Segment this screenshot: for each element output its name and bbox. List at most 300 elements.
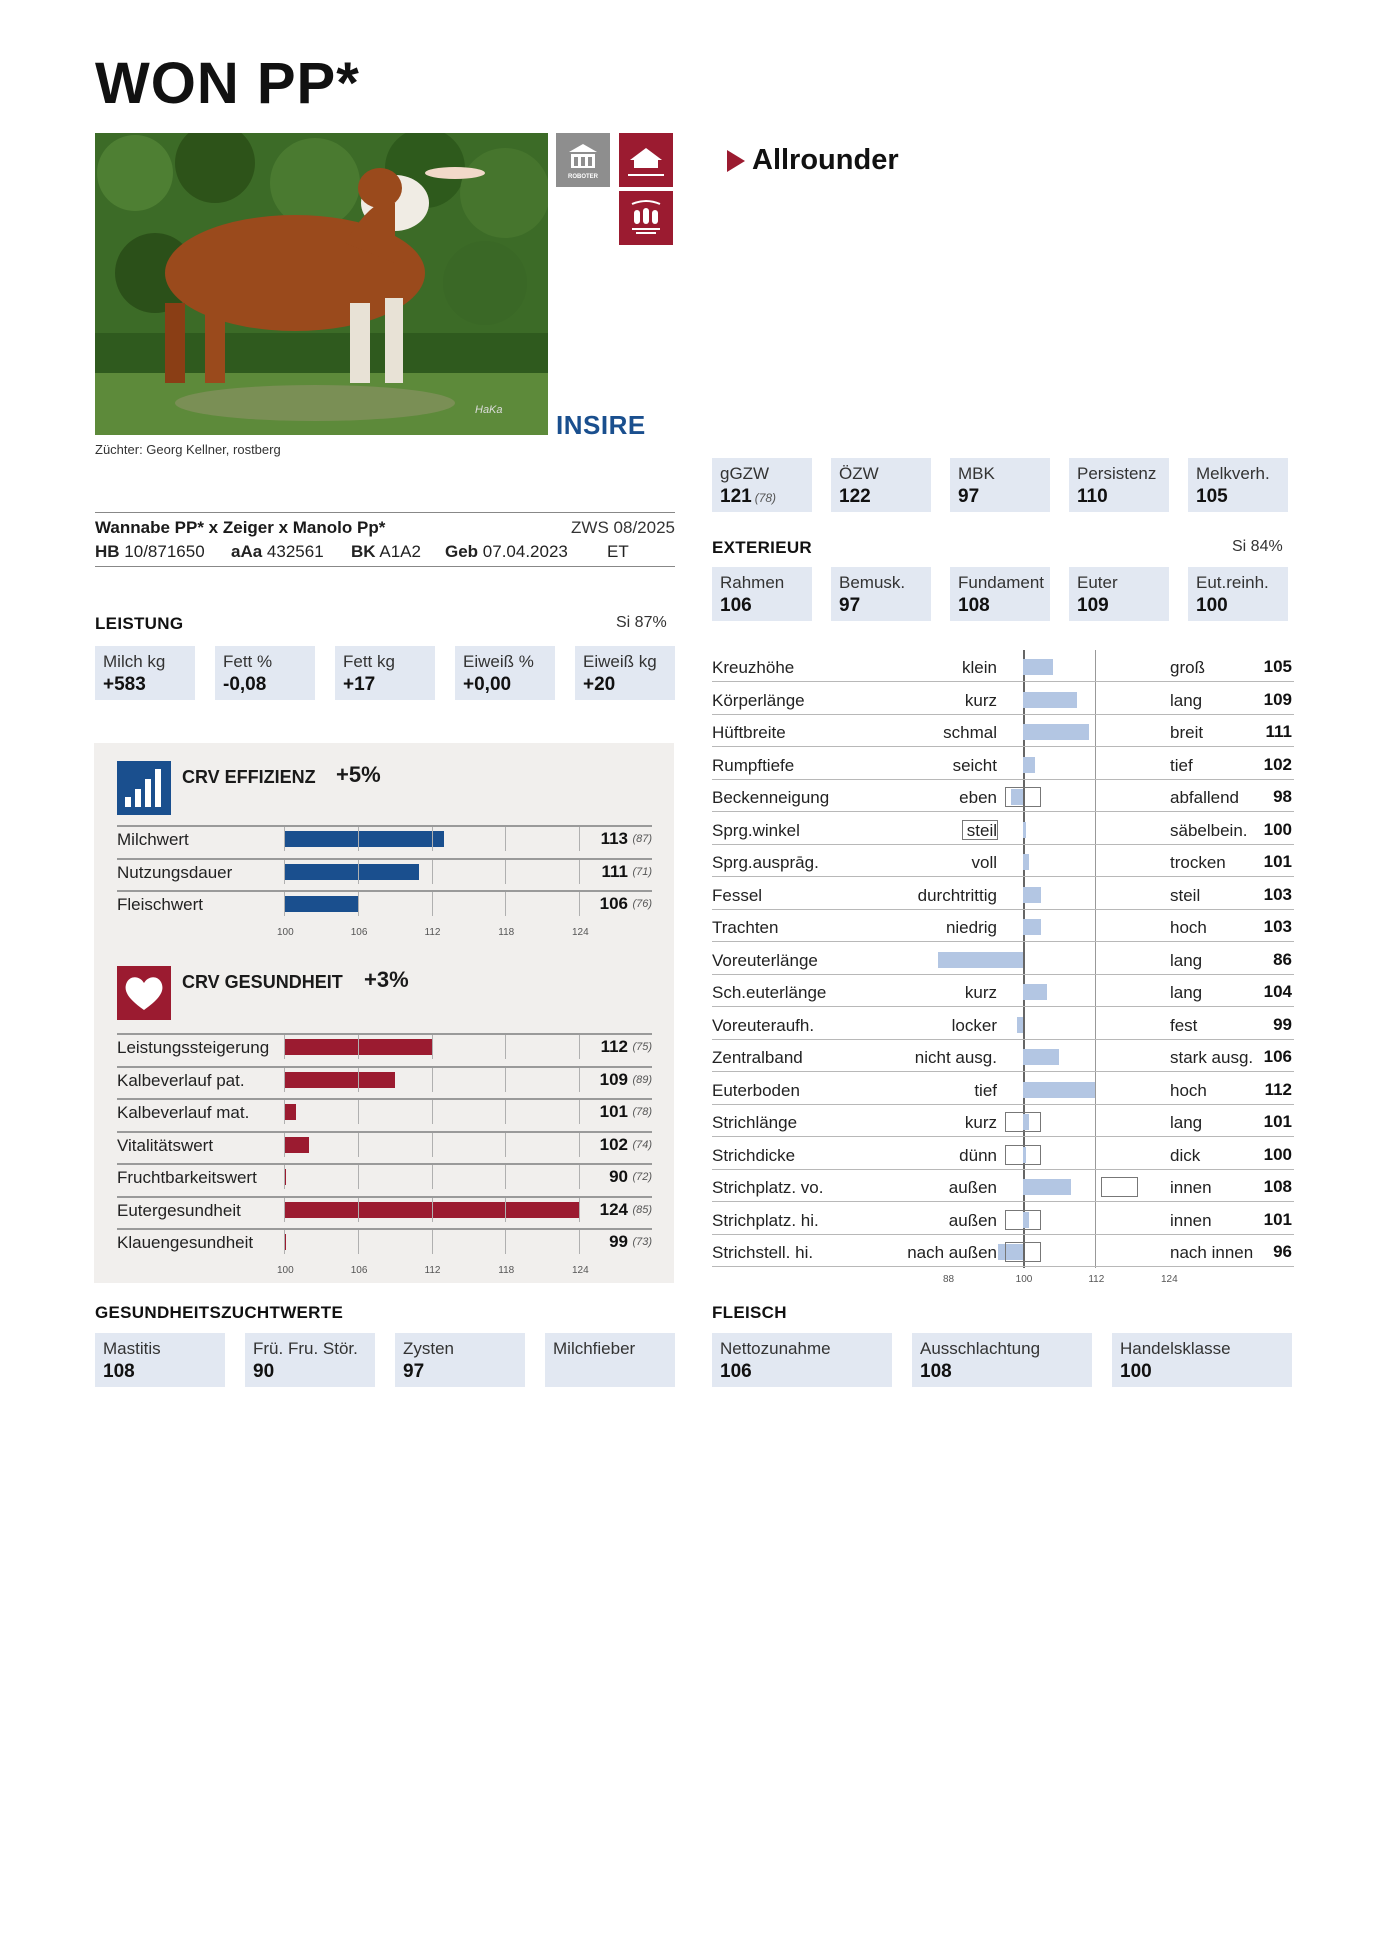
- scale-label: 124: [572, 1264, 589, 1276]
- trait-value: 99: [609, 1232, 628, 1251]
- value-box: [950, 567, 1050, 621]
- grid-line: [432, 1230, 433, 1254]
- value-box: [215, 646, 315, 700]
- exterieur-si: Si 84%: [1232, 538, 1283, 555]
- value-box: [712, 458, 812, 512]
- exterieur-low-label: kurz: [964, 1113, 997, 1132]
- value-box-number: 90: [253, 1361, 275, 1382]
- aaa-label: aAa: [231, 542, 263, 561]
- grid-line: [284, 1230, 285, 1254]
- value-box-number: 121: [720, 486, 752, 507]
- exterieur-low-label: nicht ausg.: [914, 1048, 997, 1067]
- bull-photo: [95, 133, 548, 435]
- stall-icon: [619, 133, 673, 187]
- trait-name: Vitalitätswert: [117, 1135, 214, 1155]
- trait-reliability: (71): [632, 865, 652, 878]
- value-box-number: 106: [720, 595, 752, 616]
- grid-line: [579, 1198, 580, 1222]
- grid-line: [358, 1035, 359, 1059]
- exterieur-high-label: lang: [1170, 1113, 1203, 1132]
- value-box: [1069, 567, 1169, 621]
- trait-row: [117, 1163, 652, 1189]
- trait-bar: [284, 831, 444, 847]
- value-box: [245, 1333, 375, 1387]
- bk-label: BK: [351, 542, 376, 561]
- scale-label: 112: [424, 926, 441, 938]
- grid-line: [284, 1165, 285, 1189]
- exterieur-bar: [1023, 919, 1041, 935]
- exterieur-trait-name: Sprg.ausprāg.: [712, 853, 819, 872]
- grid-line: [284, 1100, 285, 1124]
- trait-value: 113: [600, 829, 628, 848]
- trait-name: Fleischwert: [117, 895, 203, 914]
- exterieur-value: 100: [1263, 1144, 1292, 1164]
- mother-range-box: [962, 820, 998, 840]
- exterieur-value: 102: [1263, 754, 1292, 774]
- trait-row: [117, 1066, 652, 1092]
- exterieur-value: 109: [1263, 689, 1292, 709]
- value-box-label: MBK: [958, 464, 995, 483]
- play-triangle-icon: [727, 150, 745, 172]
- grid-line: [358, 860, 359, 884]
- value-box-value: [1196, 595, 1280, 617]
- exterieur-value: 103: [1263, 884, 1292, 904]
- pedigree-line: Wannabe PP* x Zeiger x Manolo Pp*: [95, 518, 386, 537]
- grid-line: [579, 1230, 580, 1254]
- exterieur-row: [712, 910, 1294, 942]
- exterieur-row: [712, 1105, 1294, 1137]
- mother-range-box: [1005, 787, 1041, 807]
- exterieur-trait-name: Sprg.winkel: [712, 820, 800, 840]
- leistung-title: LEISTUNG: [95, 614, 184, 633]
- grid-line: [432, 860, 433, 884]
- divider: [95, 566, 675, 567]
- grid-line: [505, 827, 506, 851]
- exterieur-row: [712, 715, 1294, 747]
- grid-line: [358, 1230, 359, 1254]
- exterieur-bar: [1023, 659, 1053, 675]
- exterieur-trait-name: Euterboden: [712, 1080, 800, 1100]
- exterieur-high-label: hoch: [1170, 918, 1207, 937]
- gesundheit-title: CRV GESUNDHEIT: [182, 972, 343, 992]
- grid-line: [432, 1198, 433, 1222]
- roboter-label: ROBOTER: [568, 174, 598, 180]
- value-box-label: Rahmen: [720, 573, 785, 592]
- exterieur-row: [712, 780, 1294, 812]
- zws-date: ZWS 08/2025: [571, 518, 675, 537]
- exterieur-trait-name: Strichplatz. vo.: [712, 1178, 824, 1197]
- exterieur-high-label: lang: [1170, 690, 1203, 710]
- value-box-value: [103, 674, 187, 696]
- effizienz-icon: [117, 761, 171, 815]
- exterieur-high-label: dick: [1170, 1145, 1201, 1165]
- exterieur-row: [712, 1235, 1294, 1267]
- exterieur-trait-name: Voreuteraufh.: [712, 1015, 815, 1035]
- grid-line: [505, 1165, 506, 1189]
- grid-line: [358, 1165, 359, 1189]
- exterieur-high-label: innen: [1170, 1178, 1212, 1197]
- exterieur-high-label: tief: [1170, 755, 1193, 775]
- value-box-number: +583: [103, 674, 146, 695]
- trait-name: Kalbeverlauf pat.: [117, 1070, 245, 1090]
- grid-line: [284, 1198, 285, 1222]
- grid-line: [579, 1133, 580, 1157]
- grid-line: [505, 1100, 506, 1124]
- gesundheit-score: +3%: [364, 967, 409, 992]
- value-box-number: 97: [403, 1361, 425, 1382]
- grid-line: [432, 1165, 433, 1189]
- scale-label: 124: [572, 926, 589, 938]
- value-box-number: 108: [103, 1361, 135, 1382]
- exterieur-value: 108: [1263, 1177, 1292, 1196]
- trait-row: [117, 1131, 652, 1157]
- exterieur-low-label: steil: [966, 820, 997, 840]
- exterieur-trait-name: Kreuzhöhe: [712, 658, 795, 677]
- exterieur-trait-name: Strichstell. hi.: [712, 1243, 814, 1262]
- value-box-number: 106: [720, 1361, 752, 1382]
- value-box: [1188, 567, 1288, 621]
- value-box-value: [253, 1361, 367, 1383]
- value-box-number: 100: [1196, 595, 1228, 616]
- value-box-label: Eut.reinh.: [1196, 573, 1269, 592]
- grid-line: [579, 827, 580, 851]
- exterieur-bar: [1023, 887, 1041, 903]
- value-box-value: [839, 486, 923, 508]
- trait-name: Milchwert: [117, 830, 189, 849]
- et-label: ET: [607, 542, 629, 561]
- divider: [95, 512, 675, 513]
- leistung-si: Si 87%: [616, 614, 667, 631]
- trait-row: [117, 1098, 652, 1124]
- fleisch-title: FLEISCH: [712, 1303, 787, 1322]
- trait-bar: [284, 1137, 309, 1153]
- exterieur-row: [712, 1138, 1294, 1170]
- trait-row: [117, 825, 652, 851]
- value-box-value: [403, 1361, 517, 1383]
- grid-line: [579, 860, 580, 884]
- scale-label: 100: [277, 926, 294, 938]
- hb-value: 10/871650: [124, 542, 205, 561]
- scale-label: 100: [277, 1264, 294, 1276]
- grid-line: [505, 1230, 506, 1254]
- value-box: [95, 1333, 225, 1387]
- exterieur-title: EXTERIEUR: [712, 538, 812, 557]
- trait-reliability: (78): [632, 1106, 652, 1118]
- scale-label: 112: [424, 1264, 441, 1276]
- value-box-number: 105: [1196, 486, 1228, 507]
- grid-line: [358, 1198, 359, 1222]
- value-box: [1188, 458, 1288, 512]
- grid-line: [358, 892, 359, 916]
- grid-line: [505, 860, 506, 884]
- trait-name: Nutzungsdauer: [117, 862, 233, 882]
- aaa-value: 432561: [266, 542, 324, 561]
- geb-label: Geb: [445, 542, 479, 561]
- hb-label: HB: [95, 542, 120, 561]
- exterieur-bar: [1023, 692, 1078, 708]
- grid-line: [432, 1133, 433, 1157]
- trait-row: [117, 1196, 652, 1222]
- trait-value: 90: [609, 1167, 628, 1186]
- exterieur-high-label: säbelbein.: [1170, 820, 1248, 840]
- value-box-label: Euter: [1077, 573, 1118, 592]
- value-box-number: 97: [958, 486, 980, 507]
- geb-value: 07.04.2023: [482, 542, 568, 561]
- value-box-value: [1077, 486, 1161, 508]
- gzw-title: GESUNDHEITSZUCHTWERTE: [95, 1303, 344, 1322]
- value-box-number: 97: [839, 595, 861, 616]
- exterieur-low-label: außen: [948, 1210, 997, 1230]
- exterieur-value: 100: [1263, 819, 1292, 839]
- value-box-label: Frü. Fru. Stör.: [253, 1339, 358, 1358]
- value-box-label: Melkverh.: [1196, 464, 1270, 483]
- exterieur-bar: [938, 952, 1023, 968]
- value-box-number: 108: [920, 1361, 952, 1382]
- scale-label: 106: [350, 926, 368, 938]
- grid-line: [505, 1133, 506, 1157]
- grid-line: [579, 892, 580, 916]
- value-box: [455, 646, 555, 700]
- grid-line: [505, 1068, 506, 1092]
- value-box: [912, 1333, 1092, 1387]
- value-box-number: 100: [1120, 1361, 1152, 1382]
- value-box-number: 122: [839, 486, 871, 507]
- value-box-value: [839, 595, 923, 617]
- value-box-value: [103, 1361, 217, 1383]
- exterieur-bar: [1023, 984, 1047, 1000]
- exterieur-bar: [1023, 757, 1035, 773]
- exterieur-value: 101: [1263, 852, 1292, 871]
- grid-line: [358, 1100, 359, 1124]
- value-box-number: +0,00: [463, 674, 512, 695]
- trait-name: Klauengesundheit: [117, 1233, 254, 1252]
- effizienz-score: +5%: [336, 762, 381, 787]
- exterieur-bar: [1023, 1049, 1059, 1065]
- value-box: [335, 646, 435, 700]
- value-box: [1069, 458, 1169, 512]
- exterieur-value: 111: [1265, 722, 1292, 741]
- value-box-value: [343, 674, 427, 696]
- scale-label: 124: [1161, 1273, 1178, 1285]
- exterieur-trait-name: Trachten: [712, 918, 779, 937]
- grid-line: [432, 1068, 433, 1092]
- exterieur-high-label: stark ausg.: [1170, 1048, 1254, 1067]
- photo-credit: Züchter: Georg Kellner, rostberg: [95, 442, 281, 457]
- exterieur-low-label: nach außen: [907, 1243, 997, 1262]
- exterieur-row: [712, 975, 1294, 1007]
- insire-label: INSIRE: [556, 410, 646, 440]
- value-box-label: Milch kg: [103, 652, 166, 671]
- exterieur-value: 104: [1263, 982, 1292, 1001]
- exterieur-value: 112: [1264, 1079, 1292, 1099]
- exterieur-row: [712, 943, 1294, 975]
- value-box-value: [720, 595, 804, 617]
- exterieur-row: [712, 845, 1294, 877]
- value-box-label: Ausschlachtung: [920, 1339, 1041, 1358]
- exterieur-high-label: innen: [1170, 1210, 1212, 1230]
- grid-line: [579, 1165, 580, 1189]
- exterieur-value: 105: [1263, 657, 1292, 676]
- grid-line: [432, 892, 433, 916]
- exterieur-bar: [1023, 854, 1029, 870]
- value-box: [831, 458, 931, 512]
- effizienz-title: CRV EFFIZIENZ: [182, 767, 316, 787]
- value-box-value: [463, 674, 547, 696]
- trait-row: [117, 890, 652, 916]
- pedigree: [95, 518, 675, 538]
- trait-reliability: (76): [632, 898, 652, 910]
- value-box-value: [583, 674, 667, 696]
- exterieur-high-label: nach innen: [1170, 1243, 1254, 1262]
- value-box: [545, 1333, 675, 1387]
- value-box-number: 108: [958, 595, 990, 616]
- exterieur-trait-name: Sch.euterlänge: [712, 983, 827, 1002]
- grid-line: [358, 1068, 359, 1092]
- exterieur-trait-name: Körperlänge: [712, 690, 805, 710]
- trait-value: 112: [600, 1037, 628, 1056]
- heart-icon: [117, 966, 171, 1020]
- exterieur-row: [712, 1040, 1294, 1072]
- value-box-label: Zysten: [403, 1339, 455, 1358]
- value-box-value: [920, 1361, 1084, 1383]
- mother-range-box: [1005, 1145, 1041, 1165]
- mother-range-box: [1005, 1242, 1041, 1262]
- grid-line: [284, 1035, 285, 1059]
- grid-line: [579, 1035, 580, 1059]
- trait-bar: [284, 896, 358, 912]
- value-box-label: Eiweiß kg: [583, 652, 657, 671]
- exterieur-bar: [1023, 724, 1090, 740]
- value-box: [95, 646, 195, 700]
- exterieur-low-label: außen: [948, 1178, 997, 1197]
- bull-name: WON PP*: [95, 51, 360, 116]
- value-box-number: 109: [1077, 595, 1109, 616]
- value-box-value: [958, 486, 1042, 508]
- grid-line: [284, 1133, 285, 1157]
- trait-name: Kalbeverlauf mat.: [117, 1103, 250, 1122]
- exterieur-trait-name: Hüftbreite: [712, 723, 786, 742]
- exterieur-low-label: schmal: [943, 723, 997, 742]
- exterieur-trait-name: Strichplatz. hi.: [712, 1210, 819, 1230]
- mother-range-box: [1101, 1177, 1137, 1197]
- value-box: [950, 458, 1050, 512]
- exterieur-low-label: voll: [971, 853, 997, 872]
- exterieur-row: [712, 1203, 1294, 1235]
- grid-line: [358, 1133, 359, 1157]
- grid-line: [579, 1068, 580, 1092]
- exterieur-trait-name: Strichdicke: [712, 1145, 796, 1165]
- value-box-value: [958, 595, 1042, 617]
- trait-reliability: (75): [632, 1041, 652, 1053]
- exterieur-high-label: trocken: [1170, 853, 1226, 872]
- trait-row: [117, 1033, 652, 1059]
- grid-line: [358, 827, 359, 851]
- exterieur-high-label: abfallend: [1170, 788, 1240, 807]
- exterieur-bar: [1023, 1082, 1096, 1098]
- exterieur-trait-name: Rumpftiefe: [712, 755, 795, 775]
- exterieur-value: 86: [1273, 949, 1292, 969]
- trait-row: [117, 858, 652, 884]
- exterieur-row: [712, 748, 1294, 780]
- value-box-label: ÖZW: [839, 464, 879, 483]
- value-box: [831, 567, 931, 621]
- exterieur-low-label: eben: [959, 788, 997, 807]
- exterieur-row: [712, 878, 1294, 910]
- value-box: [712, 1333, 892, 1387]
- crv-panel: [94, 743, 674, 1283]
- value-box-label: Persistenz: [1077, 464, 1157, 483]
- value-box: [1112, 1333, 1292, 1387]
- exterieur-value: 103: [1263, 917, 1292, 936]
- exterieur-low-label: locker: [951, 1015, 997, 1035]
- scale-label: 100: [1015, 1273, 1033, 1285]
- exterieur-low-label: seicht: [952, 755, 997, 775]
- value-box: [712, 567, 812, 621]
- exterieur-bar: [1023, 1179, 1071, 1195]
- trait-bar: [284, 864, 419, 880]
- value-box-value: [1120, 1361, 1284, 1383]
- exterieur-row: [712, 650, 1294, 682]
- grid-line: [432, 1035, 433, 1059]
- exterieur-high-label: groß: [1170, 658, 1205, 677]
- exterieur-trait-name: Strichlänge: [712, 1113, 798, 1132]
- grid-line: [579, 1100, 580, 1124]
- value-box-label: Milchfieber: [553, 1339, 636, 1358]
- value-box-number: 110: [1077, 486, 1108, 507]
- type-label: Allrounder: [752, 144, 899, 176]
- scale-label: 118: [498, 1264, 515, 1276]
- grid-line: [284, 827, 285, 851]
- exterieur-low-label: klein: [962, 658, 997, 677]
- trait-value: 101: [599, 1102, 628, 1121]
- exterieur-value: 101: [1263, 1209, 1292, 1229]
- milk-icon: [619, 191, 673, 245]
- exterieur-trait-name: Fessel: [712, 885, 763, 905]
- value-box-label: Eiweiß %: [463, 652, 534, 671]
- exterieur-low-label: kurz: [964, 983, 997, 1002]
- trait-name: Fruchtbarkeitswert: [117, 1168, 257, 1187]
- exterieur-high-label: breit: [1170, 723, 1204, 742]
- exterieur-row: [712, 1170, 1294, 1202]
- trait-row: [117, 1228, 652, 1254]
- scale-label: 88: [943, 1273, 955, 1285]
- exterieur-row: [712, 1008, 1294, 1040]
- exterieur-value: 98: [1273, 787, 1292, 806]
- exterieur-row: [712, 813, 1294, 845]
- trait-reliability: (72): [632, 1171, 652, 1183]
- bk-value: A1A2: [379, 542, 421, 561]
- exterieur-trait-name: Zentralband: [712, 1048, 803, 1067]
- grid-line: [284, 1068, 285, 1092]
- trait-bar: [284, 1104, 296, 1120]
- roboter-icon: [556, 133, 610, 187]
- value-box-label: Nettozunahme: [720, 1339, 831, 1358]
- trait-reliability: (87): [632, 833, 652, 845]
- value-box-label: Fett %: [223, 652, 273, 671]
- trait-value: 106: [599, 894, 628, 913]
- trait-value: 111: [601, 861, 628, 881]
- value-box: [395, 1333, 525, 1387]
- mother-range-box: [1005, 1210, 1041, 1230]
- value-box-label: Bemusk.: [839, 573, 906, 592]
- value-box-reliability: (78): [754, 491, 777, 505]
- value-box-value: [720, 1361, 884, 1383]
- exterieur-trait-name: Beckenneigung: [712, 788, 830, 807]
- exterieur-value: 106: [1263, 1047, 1292, 1066]
- trait-value: 102: [599, 1134, 628, 1154]
- value-box-label: gGZW: [720, 464, 770, 483]
- trait-reliability: (89): [632, 1073, 652, 1086]
